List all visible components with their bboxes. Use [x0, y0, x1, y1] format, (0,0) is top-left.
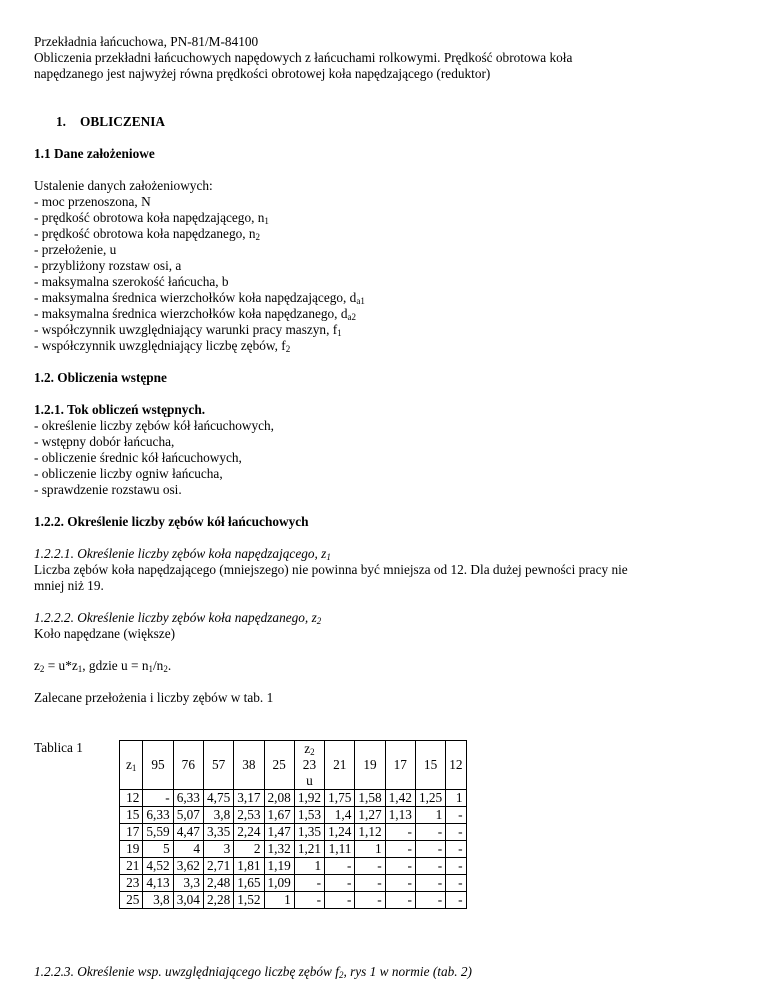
assumption-item: - moc przenoszona, N [34, 194, 151, 209]
ratio-cell: 1 [355, 841, 385, 858]
ratio-cell: - [294, 892, 324, 909]
z2-header-cell: 19 [355, 741, 385, 790]
z1-value-cell: 21 [120, 858, 143, 875]
doc-intro-line: Obliczenia przekładni łańcuchowych napędowych z łańcuchami rolkowymi. Prędkość obrotowa koła [34, 50, 573, 65]
ratio-cell: 1,81 [234, 858, 264, 875]
ratio-cell: - [415, 858, 445, 875]
ratio-cell: - [325, 858, 355, 875]
section-heading-1-2: 1.2. Obliczenia wstępne [34, 370, 167, 385]
ratio-cell: - [294, 875, 324, 892]
data-intro: Ustalenie danych założeniowych: [34, 178, 213, 193]
section-heading-1-2-2-3: 1.2.2.3. Określenie wsp. uwzględniającego liczbę zębów $f_2$, rys 1 w normie (tab. 2) [34, 964, 472, 980]
ratio-cell: - [385, 841, 415, 858]
ratio-cell: - [385, 875, 415, 892]
ratio-cell: - [446, 892, 466, 909]
ratio-cell: - [415, 841, 445, 858]
ratio-table [119, 740, 467, 909]
ratio-cell: 3,17 [234, 790, 264, 807]
ratio-cell: 1,47 [264, 824, 294, 841]
ratio-cell: 1,58 [355, 790, 385, 807]
ratio-cell: - [355, 875, 385, 892]
z1-value-cell: 25 [120, 892, 143, 909]
ratio-cell: - [143, 790, 173, 807]
paragraph-text: Koło napędzane (większe) [34, 626, 176, 641]
ratio-cell: 1,32 [264, 841, 294, 858]
ratio-cell: 1,92 [294, 790, 324, 807]
section-heading-1-2-1: 1.2.1. Tok obliczeń wstępnych. [34, 402, 206, 417]
assumption-item: - współczynnik uwzględniający warunki pracy maszyn, $f_1$ [34, 322, 342, 338]
ratio-cell: - [385, 858, 415, 875]
ratio-cell: 1,19 [264, 858, 294, 875]
paragraph-text: Liczba zębów koła napędzającego (mniejszego) nie powinna być mniejsza od 12. Dla dużej pewności pracy nie [34, 562, 628, 577]
table-row [120, 892, 467, 909]
table-row [120, 858, 467, 875]
ratio-cell: 1,13 [385, 807, 415, 824]
assumption-item: - prędkość obrotowa koła napędzanego, $n_2$ [34, 226, 261, 242]
ratio-cell: 2,48 [203, 875, 233, 892]
z2-header-cell: 15 [415, 741, 445, 790]
ratio-cell: 1,21 [294, 841, 324, 858]
z2-header-cell: 95 [143, 741, 173, 790]
z1-value-cell: 23 [120, 875, 143, 892]
table-row [120, 807, 467, 824]
z2-header-cell: 25 [264, 741, 294, 790]
ratio-cell: - [446, 875, 466, 892]
formula: $z_2 = u*z_1$, gdzie $u = n_1/n_2$. [34, 658, 172, 674]
step-item: - określenie liczby zębów kół łańcuchowych, [34, 418, 274, 433]
section-heading-1-1: 1.1 Dane założeniowe [34, 146, 155, 161]
paragraph-text: Zalecane przełożenia i liczby zębów w tab. 1 [34, 690, 274, 705]
z1-value-cell: 15 [120, 807, 143, 824]
ratio-cell: - [325, 875, 355, 892]
section-heading-1: 1. OBLICZENIA [56, 114, 165, 129]
ratio-cell: 3,8 [143, 892, 173, 909]
assumption-item: - przybliżony rozstaw osi, a [34, 258, 182, 273]
z2-header-cell: 17 [385, 741, 415, 790]
ratio-cell: 1,12 [355, 824, 385, 841]
ratio-cell: 3,04 [173, 892, 203, 909]
ratio-cell: 1,27 [355, 807, 385, 824]
ratio-cell: 1,25 [415, 790, 445, 807]
ratio-cell: 2 [234, 841, 264, 858]
table-row [120, 790, 467, 807]
ratio-cell: 1 [294, 858, 324, 875]
ratio-cell: 1,53 [294, 807, 324, 824]
ratio-cell: 4,75 [203, 790, 233, 807]
ratio-cell: 1,65 [234, 875, 264, 892]
ratio-cell: 6,33 [173, 790, 203, 807]
assumption-list [34, 194, 734, 354]
step-item: - sprawdzenie rozstawu osi. [34, 482, 182, 497]
ratio-cell: 1,35 [294, 824, 324, 841]
ratio-cell: - [385, 824, 415, 841]
section-heading-1-2-2-2: 1.2.2.2. Określenie liczby zębów koła napędzanego, $z_2$ [34, 610, 322, 626]
ratio-cell: 5,59 [143, 824, 173, 841]
ratio-cell: 3,35 [203, 824, 233, 841]
ratio-cell: 1,24 [325, 824, 355, 841]
assumption-item: - maksymalna średnica wierzchołków koła napędzającego, $d_{a1}$ [34, 290, 365, 306]
ratio-cell: 5 [143, 841, 173, 858]
ratio-cell: 1 [446, 790, 466, 807]
assumption-item: - maksymalna średnica wierzchołków koła napędzanego, $d_{a2}$ [34, 306, 356, 322]
ratio-cell: - [415, 892, 445, 909]
table-row [120, 841, 467, 858]
table-row [120, 875, 467, 892]
ratio-cell: 1,67 [264, 807, 294, 824]
z2-header-cell: 57 [203, 741, 233, 790]
ratio-cell: - [446, 807, 466, 824]
ratio-cell: 2,28 [203, 892, 233, 909]
ratio-cell: 1 [264, 892, 294, 909]
ratio-cell: 1,75 [325, 790, 355, 807]
ratio-cell: - [355, 892, 385, 909]
assumption-item: - współczynnik uwzględniający liczbę zębów, $f_2$ [34, 338, 291, 354]
z2-header-cell: $z_2$ 23 u [294, 741, 324, 790]
ratio-cell: 1,52 [234, 892, 264, 909]
ratio-cell: - [385, 892, 415, 909]
ratio-cell: 1,4 [325, 807, 355, 824]
assumption-item: - prędkość obrotowa koła napędzającego, $n_1$ [34, 210, 269, 226]
ratio-cell: 4,52 [143, 858, 173, 875]
ratio-cell: 2,53 [234, 807, 264, 824]
steps-list [34, 418, 734, 498]
step-item: - obliczenie liczby ogniw łańcucha, [34, 466, 223, 481]
ratio-cell: 2,08 [264, 790, 294, 807]
doc-intro-line: napędzanego jest najwyżej równa prędkości obrotowej koła napędzającego (reduktor) [34, 66, 491, 81]
ratio-cell: - [415, 824, 445, 841]
ratio-cell: - [446, 841, 466, 858]
assumption-item: - przełożenie, u [34, 242, 117, 257]
ratio-cell: 3,8 [203, 807, 233, 824]
ratio-cell: 4,13 [143, 875, 173, 892]
step-item: - obliczenie średnic kół łańcuchowych, [34, 450, 242, 465]
ratio-cell: 3,62 [173, 858, 203, 875]
ratio-cell: 2,71 [203, 858, 233, 875]
table-label: Tablica 1 [34, 740, 83, 755]
ratio-cell: 6,33 [143, 807, 173, 824]
doc-title-line: Przekładnia łańcuchowa, PN-81/M-84100 [34, 34, 259, 49]
ratio-cell: 4 [173, 841, 203, 858]
ratio-cell: 1,42 [385, 790, 415, 807]
ratio-cell: 5,07 [173, 807, 203, 824]
ratio-cell: 1,11 [325, 841, 355, 858]
ratio-cell: - [446, 824, 466, 841]
z1-value-cell: 19 [120, 841, 143, 858]
table-row [120, 824, 467, 841]
z2-header-cell: 21 [325, 741, 355, 790]
ratio-cell: 4,47 [173, 824, 203, 841]
z1-value-cell: 17 [120, 824, 143, 841]
assumption-item: - maksymalna szerokość łańcucha, b [34, 274, 229, 289]
z2-header-cell: 12 [446, 741, 466, 790]
ratio-cell: - [355, 858, 385, 875]
ratio-cell: - [415, 875, 445, 892]
z1-value-cell: 12 [120, 790, 143, 807]
z2-header-cell: 38 [234, 741, 264, 790]
section-heading-1-2-2: 1.2.2. Określenie liczby zębów kół łańcuchowych [34, 514, 309, 529]
ratio-cell: 1,09 [264, 875, 294, 892]
z1-header: $z_1$ [120, 741, 143, 790]
paragraph-text: mniej niż 19. [34, 578, 104, 593]
ratio-cell: - [325, 892, 355, 909]
ratio-cell: - [446, 858, 466, 875]
z2-header-cell: 76 [173, 741, 203, 790]
ratio-cell: 2,24 [234, 824, 264, 841]
ratio-cell: 3 [203, 841, 233, 858]
section-heading-1-2-2-1: 1.2.2.1. Określenie liczby zębów koła napędzającego, $z_1$ [34, 546, 331, 562]
ratio-cell: 1 [415, 807, 445, 824]
step-item: - wstępny dobór łańcucha, [34, 434, 175, 449]
ratio-cell: 3,3 [173, 875, 203, 892]
document-page [34, 34, 734, 706]
